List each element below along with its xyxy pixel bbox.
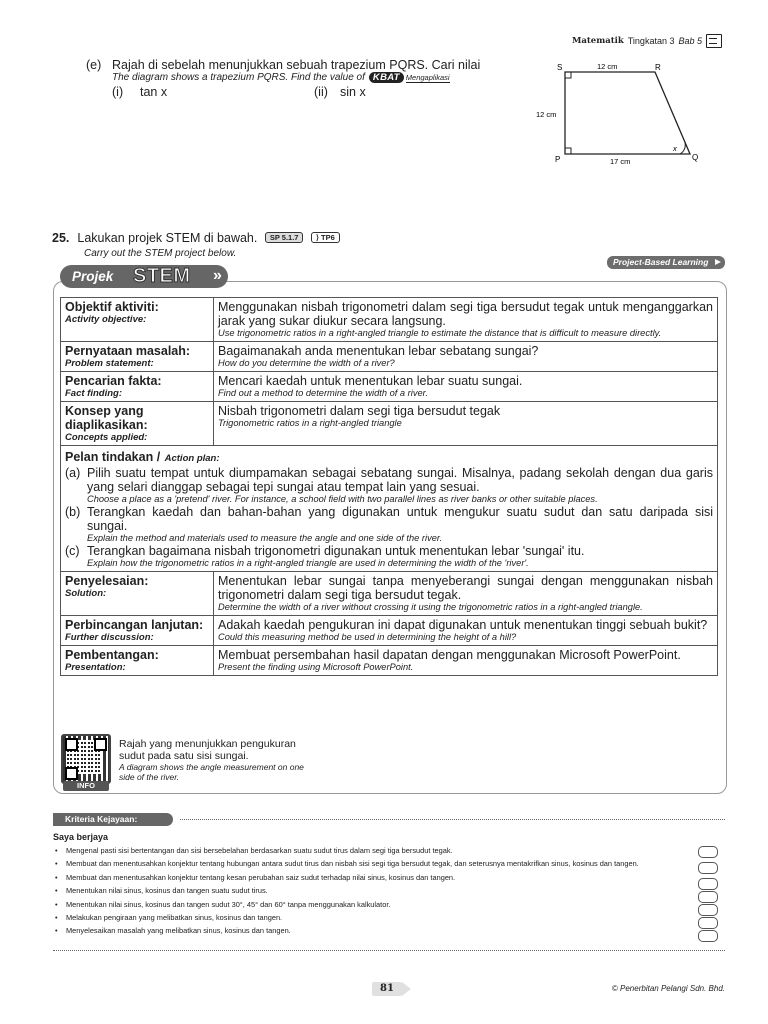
- discussion-label-ms: Perbincangan lanjutan:: [65, 618, 204, 632]
- plan-item-a: [65, 466, 713, 505]
- plan-label-en: Action plan:: [164, 453, 220, 464]
- solution-text-ms: Menentukan lebar sungai tanpa menyeberangi sungai dengan menggunakan nisbah trigonometri dalam segi tiga bersudut tegak.: [218, 574, 713, 602]
- right-angle-p: [565, 148, 571, 154]
- row-presentation: [61, 646, 718, 676]
- question-e-letter: (e): [86, 58, 102, 72]
- header-chapter: Bab 5: [678, 36, 702, 46]
- facts-text-en: Find out a method to determine the width of a river.: [218, 388, 428, 398]
- question-25-text-en: Carry out the STEM project below.: [84, 248, 237, 259]
- presentation-label-cell: [61, 646, 214, 676]
- presentation-content-cell: [214, 646, 718, 676]
- criteria-divider: [180, 819, 725, 820]
- info-text-ms: Rajah yang menunjukkan pengukuran sudut pada satu sisi sungai.: [119, 738, 296, 762]
- kbat-badge: KBAT: [369, 72, 404, 83]
- sp-tag: SP 5.1.7: [265, 232, 304, 243]
- question-25-number: 25.: [52, 231, 70, 245]
- plan-item-c-letter: (c): [65, 544, 80, 558]
- discussion-text-en: Could this measuring method be used in determining the height of a hill?: [218, 632, 517, 642]
- concepts-label-cell: [61, 402, 214, 446]
- concepts-content-cell: [214, 402, 718, 446]
- question-e-text-en-label: The diagram shows a trapezium PQRS. Find the value of: [112, 72, 365, 83]
- criteria-checkbox[interactable]: [698, 891, 718, 903]
- criteria-list: [53, 846, 693, 940]
- bottom-length: 17 cm: [610, 157, 631, 166]
- criteria-checkbox[interactable]: [698, 930, 718, 942]
- stem-title: STEM: [133, 265, 191, 287]
- concepts-text-en: Trigonometric ratios in a right-angled triangle: [218, 418, 402, 428]
- row-problem: [61, 342, 718, 372]
- qr-code-icon[interactable]: [61, 734, 111, 784]
- problem-content-cell: [214, 342, 718, 372]
- plan-item-c-text-en: Explain how the trigonometric ratios in a right-angled triangle are used in determining the width of the 'river'.: [87, 558, 529, 568]
- solution-label-en: Solution:: [65, 588, 107, 599]
- solution-text-en: Determine the width of a river without crossing it using the trigonometric ratios in a right-angled triangle.: [218, 602, 643, 612]
- info-text-en: A diagram shows the angle measurement on one side of the river.: [119, 762, 304, 782]
- presentation-text-en: Present the finding using Microsoft PowerPoint.: [218, 662, 414, 672]
- criteria-item: • Menyelesaikan masalah yang melibatkan sinus, kosinus dan tangen.: [53, 926, 693, 935]
- plan-item-b-letter: (b): [65, 505, 81, 519]
- discussion-content-cell: [214, 616, 718, 646]
- qr-corner-bl: [65, 767, 78, 780]
- criteria-bottom-divider: [53, 950, 725, 951]
- vertex-r: R: [655, 63, 661, 72]
- kbat-level: Mengaplikasi: [405, 73, 450, 82]
- row-plan: [61, 446, 718, 572]
- header-form: Tingkatan 3: [627, 36, 675, 46]
- page-tab-arrow: [402, 982, 411, 996]
- problem-label-cell: [61, 342, 214, 372]
- discussion-label-cell: [61, 616, 214, 646]
- projek-stem-banner: [60, 265, 238, 288]
- objective-text-ms: Menggunakan nisbah trigonometri dalam segi tiga bersudut tegak untuk menganggarkan jarak yang sukar diukur secara langsung.: [218, 300, 713, 328]
- vertex-p: P: [555, 155, 561, 164]
- header-subject: Matematik: [571, 36, 624, 46]
- question-25-text-ms: Lakukan projek STEM di bawah.: [77, 231, 258, 245]
- question-e-text-en: [112, 72, 480, 83]
- plan-item-b-text-ms: Terangkan kaedah dan bahan-bahan yang digunakan untuk mengukur suatu sudut dan satu daripada sisi sungai.: [87, 505, 713, 533]
- part-i-label: (i): [112, 85, 124, 99]
- stem-project-table: [60, 297, 718, 676]
- concepts-label-ms: Konsep yang diaplikasikan:: [65, 404, 148, 432]
- presentation-label-en: Presentation:: [65, 662, 126, 673]
- plan-item-b-text-en: Explain the method and materials used to measure the angle and one side of the river.: [87, 533, 443, 543]
- criteria-checkbox[interactable]: [698, 917, 718, 929]
- plan-cell: [61, 446, 718, 572]
- plan-label-ms: Pelan tindakan /: [65, 450, 161, 464]
- objective-label-ms: Objektif aktiviti:: [65, 300, 159, 314]
- problem-label-ms: Pernyataan masalah:: [65, 344, 191, 358]
- criteria-item: • Menentukan nilai sinus, kosinus dan tangen suatu sudut tirus.: [53, 886, 693, 895]
- chevron-right-icon: »: [213, 267, 222, 284]
- chapter-icon: [706, 34, 722, 48]
- projek-title: Projek: [72, 269, 114, 284]
- question-e-text-ms: Rajah di sebelah menunjukkan sebuah trapezium PQRS. Cari nilai: [112, 58, 481, 72]
- tp-tag-label: TP6: [320, 233, 335, 242]
- vertex-q: Q: [692, 153, 699, 162]
- facts-label-ms: Pencarian fakta:: [65, 374, 162, 388]
- trapezium-figure: [530, 58, 710, 170]
- qr-corner-tl: [65, 738, 78, 751]
- objective-label-cell: [61, 298, 214, 342]
- criteria-checkbox[interactable]: [698, 846, 718, 858]
- plan-item-b: [65, 505, 713, 544]
- row-solution: [61, 572, 718, 616]
- page-number-tab: [372, 982, 410, 996]
- presentation-label-ms: Pembentangan:: [65, 648, 159, 662]
- qr-corner-tr: [94, 738, 107, 751]
- plan-heading: [65, 448, 713, 466]
- concepts-text-ms: Nisbah trigonometri dalam segi tiga bersudut tegak: [218, 404, 501, 418]
- right-angle-s: [565, 72, 571, 78]
- question-e: [86, 58, 480, 99]
- facts-text-ms: Mencari kaedah untuk menentukan lebar suatu sungai.: [218, 374, 523, 388]
- objective-text-en: Use trigonometric ratios in a right-angled triangle to estimate the distance that is difficult to measure directly.: [218, 328, 662, 338]
- part-ii-text: sin x: [340, 85, 366, 99]
- tp-tag: ⟩ TP6: [311, 232, 340, 243]
- problem-text-en: How do you determine the width of a river?: [218, 358, 395, 368]
- criteria-checkbox[interactable]: [698, 904, 718, 916]
- facts-label-en: Fact finding:: [65, 388, 122, 399]
- page-number: 81: [372, 982, 402, 996]
- criteria-intro: Saya berjaya: [53, 832, 109, 842]
- publisher-credit: © Penerbitan Pelangi Sdn. Bhd.: [611, 984, 725, 993]
- trapezium-shape: [565, 72, 690, 154]
- plan-item-a-text-ms: Pilih suatu tempat untuk diumpamakan sebagai sebatang sungai. Misalnya, padang sekolah dengan dua garis yang selari dianggap sebagai tepi sungai atau tempat lain yang sesuai.: [87, 466, 713, 494]
- objective-label-en: Activity objective:: [65, 314, 147, 325]
- criteria-checkbox[interactable]: [698, 862, 718, 874]
- plan-item-c-text-ms: Terangkan bagaimana nisbah trigonometri digunakan untuk menentukan lebar 'sungai' itu.: [87, 544, 585, 558]
- concepts-label-en: Concepts applied:: [65, 432, 148, 443]
- page-header: [572, 34, 722, 48]
- info-label: INFO: [63, 781, 109, 791]
- solution-label-ms: Penyelesaian:: [65, 574, 149, 588]
- part-i-text: tan x: [140, 85, 168, 99]
- row-concepts: [61, 402, 718, 446]
- objective-content-cell: [214, 298, 718, 342]
- left-length: 12 cm: [536, 110, 557, 119]
- part-ii-label: (ii): [314, 85, 328, 99]
- criteria-item: • Menentukan nilai sinus, kosinus dan tangen sudut 30°, 45° dan 60° tanpa menggunakan kalkulator.: [53, 900, 693, 909]
- discussion-label-en: Further discussion:: [65, 632, 154, 643]
- plan-item-a-text-en: Choose a place as a 'pretend' river. For instance, a school field with two parallel lines as river banks or other suitable places.: [87, 494, 598, 504]
- vertex-s: S: [557, 63, 563, 72]
- row-facts: [61, 372, 718, 402]
- facts-content-cell: [214, 372, 718, 402]
- row-discussion: [61, 616, 718, 646]
- problem-label-en: Problem statement:: [65, 358, 154, 369]
- info-text: [119, 738, 319, 782]
- facts-label-cell: [61, 372, 214, 402]
- plan-item-a-letter: (a): [65, 466, 81, 480]
- project-based-learning-banner: Project-Based Learning: [607, 256, 725, 269]
- row-objective: [61, 298, 718, 342]
- criteria-title: Kriteria Kejayaan:: [53, 813, 173, 826]
- question-25: [52, 231, 340, 245]
- criteria-checkbox[interactable]: [698, 878, 718, 890]
- angle-arc: [680, 143, 685, 154]
- discussion-text-ms: Adakah kaedah pengukuran ini dapat digunakan untuk menentukan tinggi sebuah bukit?: [218, 618, 708, 632]
- top-length: 12 cm: [597, 62, 618, 71]
- plan-item-c: [65, 544, 713, 569]
- problem-text-ms: Bagaimanakah anda menentukan lebar sebatang sungai?: [218, 344, 539, 358]
- solution-content-cell: [214, 572, 718, 616]
- angle-x-label: x: [673, 144, 677, 153]
- criteria-item: • Mengenal pasti sisi bertentangan dan sisi bersebelahan berdasarkan suatu sudut tirus dalam segi tiga bersudut tegak.: [53, 846, 693, 855]
- question-e-parts: [112, 85, 480, 99]
- presentation-text-ms: Membuat persembahan hasil dapatan dengan menggunakan Microsoft PowerPoint.: [218, 648, 681, 662]
- criteria-item: • Melakukan pengiraan yang melibatkan sinus, kosinus dan tangen.: [53, 913, 693, 922]
- criteria-item: • Membuat dan menentusahkan konjektur tentang hubungan antara sudut tirus dan nisbah sisi segi tiga bersudut tegak, dan seterusnya mentakrifkan sinus, kosinus dan tangen.: [53, 859, 693, 868]
- criteria-item: • Membuat dan menentusahkan konjektur tentang kesan perubahan saiz sudut terhadap nilai sinus, kosinus dan tangen.: [53, 873, 693, 882]
- solution-label-cell: [61, 572, 214, 616]
